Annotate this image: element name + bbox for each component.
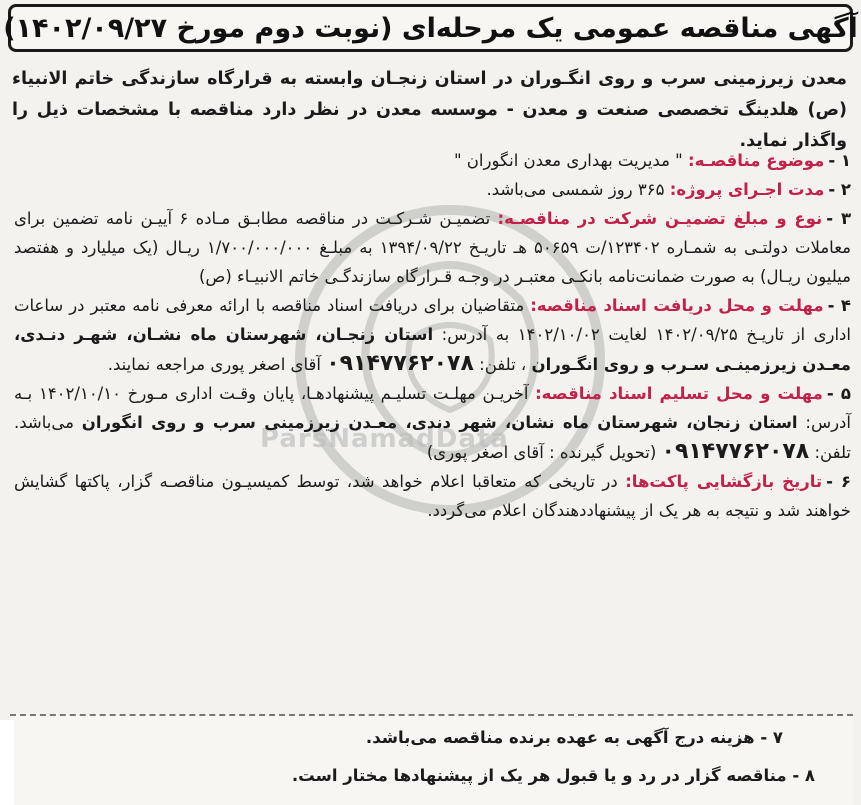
notice-title: آگهی مناقصه عمومی یک مرحله‌ای (نوبت دوم مورخ ۱۴۰۲/۰۹/۲۷)	[3, 12, 858, 44]
item-list	[14, 146, 851, 525]
intro-paragraph: معدن زیرزمینی سرب و روی انگـوران در استان زنجـان وابسته به قرارگاه سازندگی خاتم الانبیاء (ص) هلدینگ تخصصی صنعت و معدن - موسسه معدن در نظر دارد مناقصه با مشخصات ذیل را واگذار نماید.	[12, 69, 847, 151]
item-text: تضمیـن شـرکـت در مناقصه مطابـق مـاده ۶ آییـن نامه تضمین برای معاملات دولتـی به شمـاره ۱۲۳۴۰۲/ت ۵۰۶۵۹ هـ تاریـخ ۱۳۹۴/۰۹/۲۲ به مبلـغ ۱/۷۰۰/۰۰۰/۰۰۰ ریـال (یک میلیارد و هفتصد میلیون ریـال) به صورت ضمانت‌نامه بانکـی معتبـر در وجـه قـرارگاه سازندگـی خاتم الانبیـاء (ص)	[14, 209, 851, 286]
item-text: ۳۶۵ روز شمسی می‌باشد.	[486, 180, 670, 199]
notice-footer	[10, 714, 853, 805]
item-address: استان زنجان، شهرستان ماه نشان، شهر دندی، معـدن زیرزمینی سرب و روی انگوران	[81, 413, 798, 432]
item-label: مهلت و محل تسلیم اسناد مناقصه:	[535, 384, 823, 403]
item-label: مدت اجـرای پروژه:	[669, 180, 825, 199]
watermark-text: ParsNamadData	[260, 424, 509, 454]
item-8: ۸ - مناقصه گزار در رد و یا قبول هر یک از پیشنهادها مختار است.	[291, 766, 815, 785]
item-number: ۶ -	[826, 472, 852, 491]
item-number: ۱ -	[828, 151, 851, 170]
item-1	[14, 146, 851, 175]
phone-number: ۰۹۱۴۷۷۶۲۰۷۸	[326, 351, 474, 376]
item-5	[14, 379, 851, 467]
item-label: مهلت و محل دریافت اسناد مناقصه:	[530, 296, 824, 315]
item-number: ۳ -	[826, 209, 852, 228]
page-margin	[0, 720, 14, 805]
item-number: ۲ -	[828, 180, 851, 199]
item-text: در تاریخی که متعاقبا اعلام خواهد شد، توسط کمیسیـون مناقصـه گزار، پاکتها گشایش خواهند شد و نتیجه به هر یک از پیشنهاددهندگان اعلام می‌گردد.	[14, 472, 851, 520]
item-text: آخریـن مهلـت تسلیـم پیشنهادهـا، پایان وقـت اداری مـورخ ۱۴۰۲/۱۰/۱۰ بـه آدرس:	[14, 384, 851, 432]
phone-number: ۰۹۱۴۷۷۶۲۰۷۸	[661, 439, 810, 464]
item-address: استان زنجـان، شهرستان ماه نشـان، شهـر دنـدی، معـدن زیرزمینـی سـرب و روی انگـوران	[14, 325, 851, 374]
item-text: متقاضیان برای دریافت اسناد مناقصه با ارائه معرفی نامه معتبر در ساعات اداری از تاریـخ ۱۴۰۲/۰۹/۲۵ لغایت ۱۴۰۲/۱۰/۰۲ به آدرس:	[14, 296, 851, 344]
item-4	[14, 291, 851, 379]
item-text: (تحویل گیرنده : آقای اصغر پوری)	[426, 443, 662, 462]
item-number: ۴ -	[827, 296, 851, 315]
item-number: ۵ -	[826, 384, 851, 403]
item-label: تاریخ بازگشایی پاکت‌ها:	[625, 472, 823, 491]
item-7: ۷ - هزینه درج آگهی به عهده برنده مناقصه می‌باشد.	[365, 728, 783, 747]
item-3	[14, 204, 851, 291]
item-2	[14, 175, 851, 204]
item-label: نوع و مبلغ تضمیـن شرکت در مناقصـه:	[497, 209, 823, 228]
item-text: ، تلفن:	[473, 355, 532, 374]
item-text: آقای اصغر پوری مراجعه نمایند.	[107, 355, 327, 374]
item-text: می‌باشد. تلفن:	[14, 413, 851, 462]
item-label: موضوع مناقصـه:	[688, 151, 825, 170]
item-6	[14, 467, 851, 525]
notice-title-box	[3, 4, 858, 52]
item-text: " مدیریت بهداری معدن انگوران "	[453, 151, 688, 170]
